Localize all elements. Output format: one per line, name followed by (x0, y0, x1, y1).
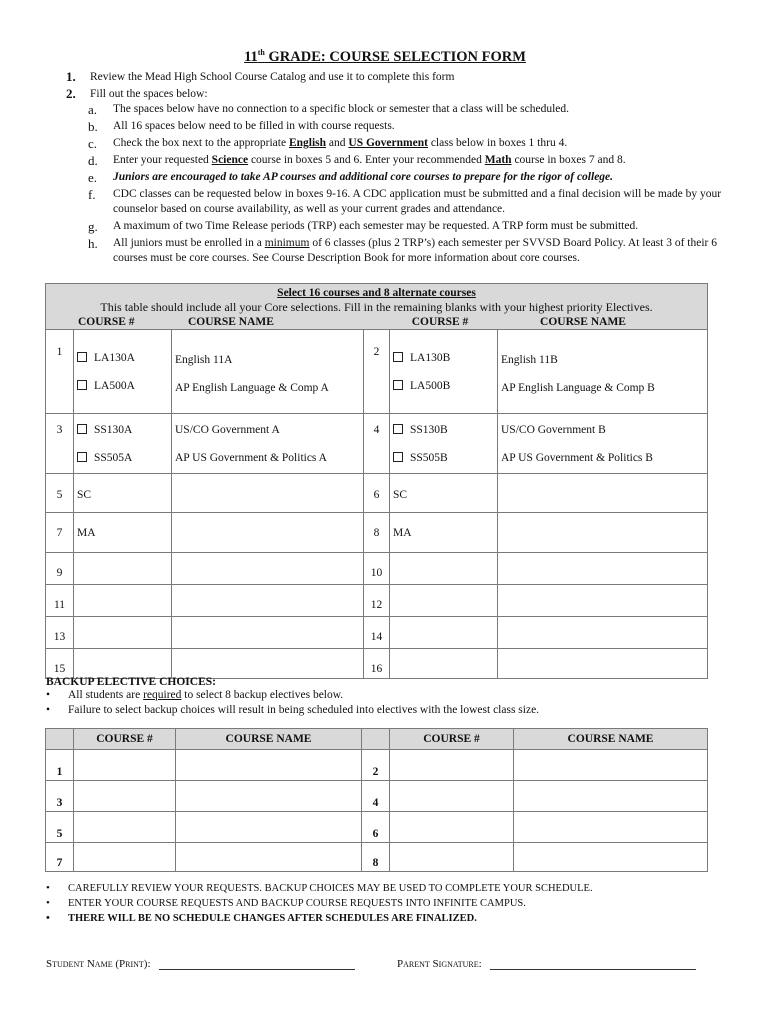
student-name-field (46, 957, 355, 970)
box-number: 5 (46, 812, 74, 843)
col-course-name: COURSE NAME (188, 316, 274, 328)
box-number: 6 (364, 474, 390, 513)
sub-instruction-d: d. Enter your requested Science course in boxes 5 and 6. Enter your recommended Math course in boxes 7 and 8. (88, 153, 626, 168)
box-number: 8 (364, 513, 390, 553)
course-name-input[interactable] (498, 649, 708, 679)
course-code-input[interactable] (74, 812, 176, 843)
col-course-name: COURSE NAME (514, 729, 708, 750)
sub-instruction-b: b. All 16 spaces below need to be filled in with course requests. (88, 119, 395, 134)
box-number: 10 (364, 553, 390, 585)
table-row (46, 330, 708, 414)
parent-signature-field (397, 957, 696, 970)
backup-bullet: • All students are required to select 8 backup electives below. (46, 689, 344, 701)
box-number: 3 (46, 781, 74, 812)
col-course-name: COURSE NAME (540, 316, 626, 328)
column-headers (46, 315, 707, 329)
course-code-input[interactable] (74, 585, 172, 617)
checkbox[interactable] (393, 452, 403, 462)
course-name-input[interactable] (176, 781, 362, 812)
course-option[interactable]: LA130B (393, 344, 494, 372)
sub-instruction-g: g. A maximum of two Time Release periods (TRP) each semester may be requested. A TRP form must be submitted. (88, 219, 639, 234)
course-name-input[interactable] (172, 553, 364, 585)
box-number: 14 (364, 617, 390, 649)
table-row (46, 474, 708, 513)
sub-instruction-c: c. Check the box next to the appropriate English and US Government class below in boxes 1 thru 4. (88, 136, 568, 151)
course-code-input[interactable]: SC (74, 474, 172, 513)
backup-section (46, 676, 706, 718)
sub-instruction-list (88, 102, 728, 268)
col-course-num: COURSE # (78, 316, 135, 328)
course-option[interactable]: LA130A (77, 344, 168, 372)
parent-signature-line[interactable] (490, 957, 696, 970)
course-name-cell: English 11A AP English Language & Comp A (172, 330, 364, 414)
table-title: Select 16 courses and 8 alternate courses (277, 287, 476, 299)
table-row (46, 513, 708, 553)
course-code-input[interactable] (74, 750, 176, 781)
course-name-input[interactable] (498, 474, 708, 513)
table-row (46, 585, 708, 617)
course-code-input[interactable] (74, 553, 172, 585)
course-name-input[interactable] (172, 649, 364, 679)
course-option[interactable]: SS505A (77, 444, 168, 472)
checkbox[interactable] (393, 380, 403, 390)
instruction-step: 2. Fill out the spaces below: (66, 85, 208, 101)
table-header (46, 284, 708, 330)
sub-instruction-f: f. CDC classes can be requested below in boxes 9-16. A CDC application must be submitted and a final decision will be made by your counselor based on course availability, as well as your current grades and attendance. (88, 187, 722, 215)
box-number: 1 (46, 750, 74, 781)
course-name-cell: English 11B AP English Language & Comp B (498, 330, 708, 414)
col-course-num: COURSE # (411, 316, 469, 328)
course-code-cell (390, 414, 498, 474)
course-code-input[interactable] (74, 781, 176, 812)
note-item: • THERE WILL BE NO SCHEDULE CHANGES AFTER SCHEDULES ARE FINALIZED. (46, 912, 477, 924)
course-code-input[interactable] (390, 843, 514, 872)
table-row (46, 750, 708, 781)
course-name-input[interactable] (498, 585, 708, 617)
course-code-input[interactable] (390, 781, 514, 812)
col-course-num: COURSE # (390, 729, 514, 750)
course-name-input[interactable] (172, 585, 364, 617)
instruction-step: 1. Review the Mead High School Course Catalog and use it to complete this form (66, 68, 455, 84)
table-row (46, 617, 708, 649)
box-number: 8 (362, 843, 390, 872)
box-number: 16 (364, 649, 390, 679)
box-number: 7 (46, 513, 74, 553)
course-name-input[interactable] (176, 812, 362, 843)
course-code-cell (390, 330, 498, 414)
course-code-input[interactable] (390, 750, 514, 781)
final-notes (46, 881, 726, 926)
course-selection-table (45, 283, 708, 679)
student-name-label: Student Name (Print): (46, 958, 151, 970)
checkbox[interactable] (77, 424, 87, 434)
table-subtitle: This table should include all your Core selections. Fill in the remaining blanks with your highest priority Electives. (100, 300, 653, 314)
table-row (46, 843, 708, 872)
checkbox[interactable] (77, 452, 87, 462)
checkbox[interactable] (393, 352, 403, 362)
course-code-input[interactable] (390, 812, 514, 843)
course-option[interactable]: SS130B (393, 416, 494, 444)
box-number: 3 (46, 414, 74, 474)
course-name-input[interactable] (514, 781, 708, 812)
course-name-input[interactable] (176, 750, 362, 781)
table-row (46, 553, 708, 585)
course-option[interactable]: SS505B (393, 444, 494, 472)
box-number: 9 (46, 553, 74, 585)
box-number: 5 (46, 474, 74, 513)
course-code-cell (74, 414, 172, 474)
parent-signature-label: Parent Signature: (397, 958, 482, 970)
course-code-input[interactable] (74, 843, 176, 872)
course-code-input[interactable] (74, 617, 172, 649)
course-name-input[interactable] (172, 617, 364, 649)
course-name-cell: US/CO Government B AP US Government & Politics B (498, 414, 708, 474)
table-row (46, 414, 708, 474)
course-option[interactable]: SS130A (77, 416, 168, 444)
course-name-input[interactable] (498, 617, 708, 649)
box-number: 15 (46, 649, 74, 679)
course-name-input[interactable] (514, 812, 708, 843)
course-name-cell: US/CO Government A AP US Government & Politics A (172, 414, 364, 474)
box-number: 4 (362, 781, 390, 812)
instruction-list (66, 68, 726, 102)
sub-instruction-a: a. The spaces below have no connection to a specific block or semester that a class will be scheduled. (88, 102, 570, 117)
box-number: 2 (364, 330, 390, 414)
course-code-cell (74, 330, 172, 414)
course-option[interactable]: LA500B (393, 372, 494, 400)
course-option[interactable]: LA500A (77, 372, 168, 400)
student-name-line[interactable] (159, 957, 355, 970)
course-name-input[interactable] (514, 843, 708, 872)
note-item: • ENTER YOUR COURSE REQUESTS AND BACKUP COURSE REQUESTS INTO INFINITE CAMPUS. (46, 897, 526, 909)
box-number: 7 (46, 843, 74, 872)
box-number: 11 (46, 585, 74, 617)
backup-bullet: • Failure to select backup choices will result in being scheduled into electives with the lowest class size. (46, 704, 540, 716)
box-number: 4 (364, 414, 390, 474)
box-number: 12 (364, 585, 390, 617)
table-header (46, 729, 708, 750)
box-number: 1 (46, 330, 74, 414)
checkbox[interactable] (77, 380, 87, 390)
table-row (46, 812, 708, 843)
page-title: 11th GRADE: COURSE SELECTION FORM (244, 48, 526, 65)
box-number: 6 (362, 812, 390, 843)
sub-instruction-e: e. Juniors are encouraged to take AP courses and additional core courses to prepare for the rigor of college. (88, 170, 614, 185)
table-header-cell (46, 284, 708, 330)
backup-elective-table (45, 728, 708, 872)
course-name-input[interactable] (176, 843, 362, 872)
col-course-name: COURSE NAME (176, 729, 362, 750)
checkbox[interactable] (77, 352, 87, 362)
course-code-input[interactable] (390, 585, 498, 617)
course-code-input[interactable] (390, 553, 498, 585)
sub-instruction-h: h. All juniors must be enrolled in a minimum of 6 classes (plus 2 TRP’s) each semester per SVVSD Board Policy. At least 3 of their 6 courses must be core courses. See Course Description Book for more information about core courses. (88, 236, 718, 264)
course-code-input[interactable]: SC (390, 474, 498, 513)
course-name-input[interactable] (514, 750, 708, 781)
course-name-input[interactable] (498, 553, 708, 585)
course-code-input[interactable]: MA (74, 513, 172, 553)
table-row (46, 781, 708, 812)
course-code-input[interactable] (74, 649, 172, 679)
checkbox[interactable] (393, 424, 403, 434)
course-name-input[interactable] (172, 474, 364, 513)
table-row (46, 649, 708, 679)
course-code-input[interactable] (390, 617, 498, 649)
backup-heading: BACKUP ELECTIVE CHOICES: (46, 676, 216, 688)
col-course-num: COURSE # (74, 729, 176, 750)
note-item: • CAREFULLY REVIEW YOUR REQUESTS. BACKUP CHOICES MAY BE USED TO COMPLETE YOUR SCHEDULE. (46, 882, 593, 894)
course-name-input[interactable] (172, 513, 364, 553)
box-number: 2 (362, 750, 390, 781)
box-number: 13 (46, 617, 74, 649)
course-code-input[interactable]: MA (390, 513, 498, 553)
course-name-input[interactable] (498, 513, 708, 553)
course-code-input[interactable] (390, 649, 498, 679)
